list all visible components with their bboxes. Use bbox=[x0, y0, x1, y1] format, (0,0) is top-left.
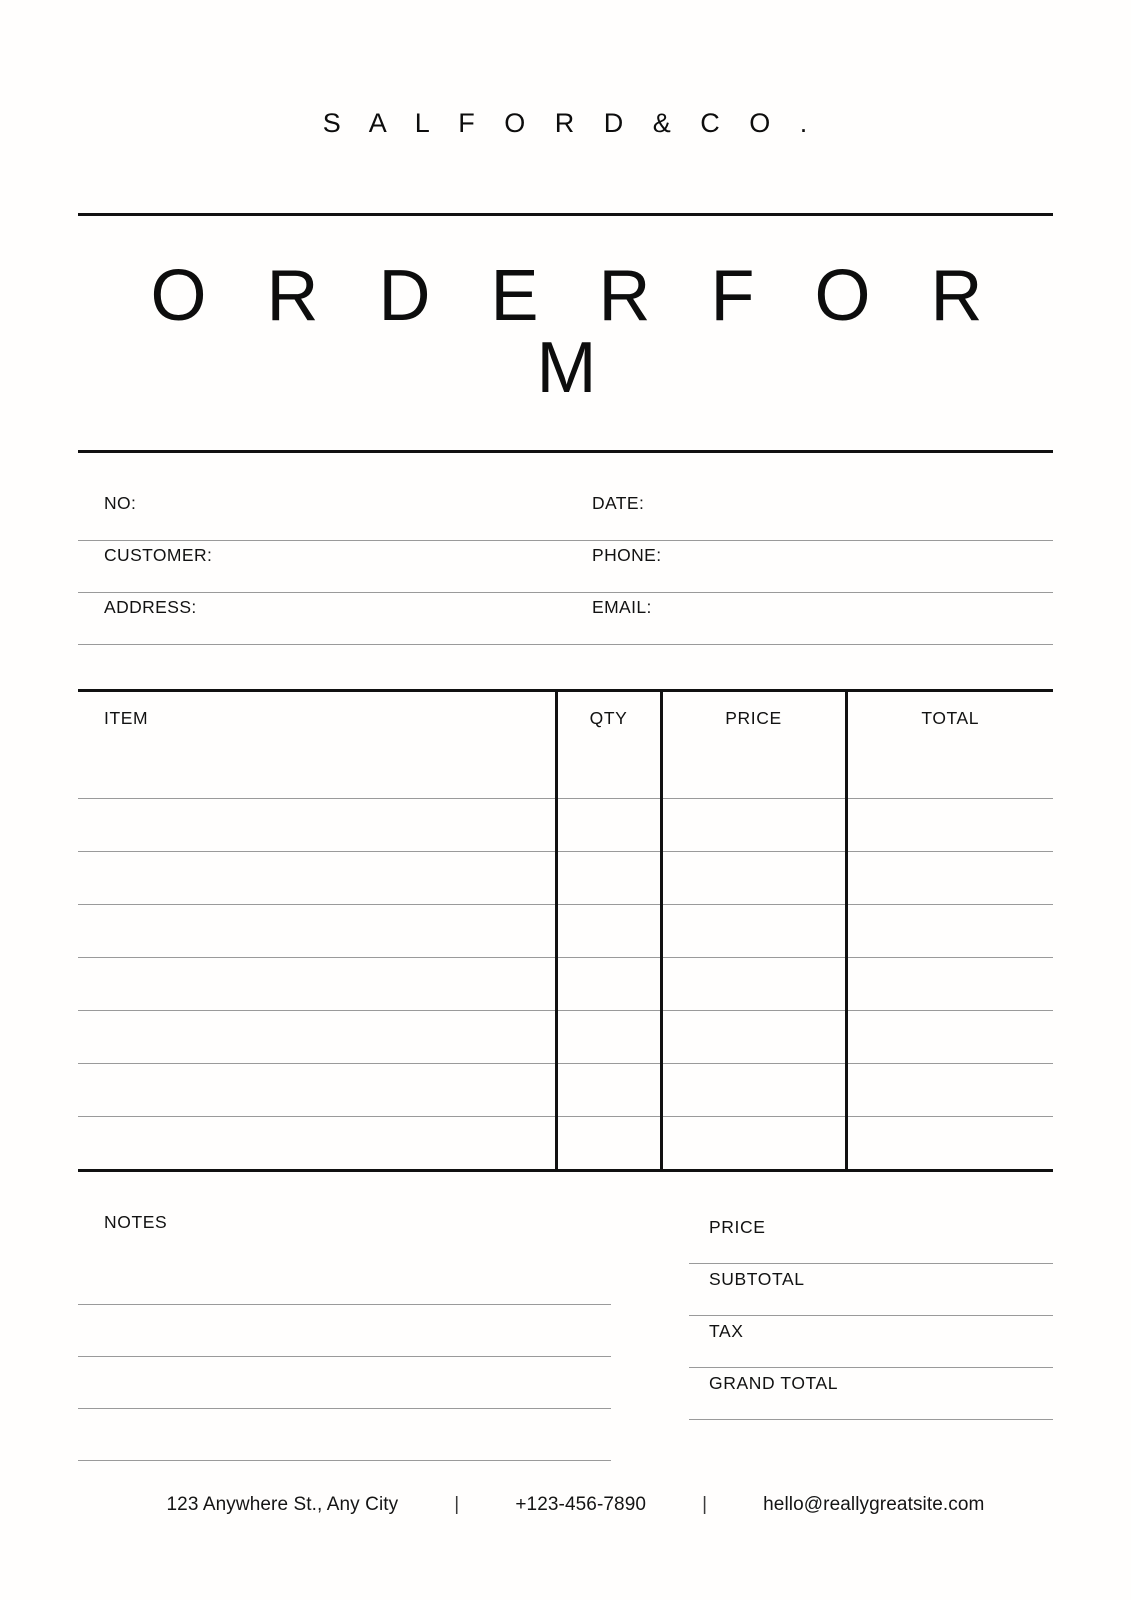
column-header-price: PRICE bbox=[661, 692, 846, 745]
table-header-row bbox=[78, 692, 1053, 745]
cell-price[interactable] bbox=[661, 1116, 846, 1169]
totals-row-price[interactable]: PRICE bbox=[689, 1212, 1053, 1264]
cell-item[interactable] bbox=[78, 1063, 556, 1116]
cell-price[interactable] bbox=[661, 957, 846, 1010]
cell-price[interactable] bbox=[661, 745, 846, 798]
cell-qty[interactable] bbox=[556, 904, 661, 957]
page-title: O R D E R F O R M bbox=[150, 256, 1003, 408]
cell-qty[interactable] bbox=[556, 798, 661, 851]
footer bbox=[78, 1494, 1053, 1516]
meta-row bbox=[78, 489, 1053, 541]
cell-item[interactable] bbox=[78, 851, 556, 904]
table-row bbox=[78, 745, 1053, 798]
table-row bbox=[78, 1010, 1053, 1063]
cell-qty[interactable] bbox=[556, 745, 661, 798]
cell-price[interactable] bbox=[661, 851, 846, 904]
totals-row-tax[interactable]: TAX bbox=[689, 1316, 1053, 1368]
table-row bbox=[78, 1116, 1053, 1169]
cell-item[interactable] bbox=[78, 904, 556, 957]
cell-price[interactable] bbox=[661, 1010, 846, 1063]
table-row bbox=[78, 904, 1053, 957]
column-header-total: TOTAL bbox=[846, 692, 1053, 745]
field-label-address[interactable]: ADDRESS: bbox=[104, 597, 197, 617]
cell-price[interactable] bbox=[661, 1063, 846, 1116]
table-row bbox=[78, 798, 1053, 851]
footer-email: hello@reallygreatsite.com bbox=[763, 1494, 985, 1515]
company-name: S A L F O R D & C O . bbox=[322, 108, 819, 138]
notes-line[interactable] bbox=[78, 1357, 611, 1409]
cell-item[interactable] bbox=[78, 1116, 556, 1169]
meta-row bbox=[78, 593, 1053, 645]
cell-price[interactable] bbox=[661, 904, 846, 957]
cell-qty[interactable] bbox=[556, 851, 661, 904]
cell-item[interactable] bbox=[78, 1010, 556, 1063]
cell-total[interactable] bbox=[846, 798, 1053, 851]
totals-section bbox=[689, 1212, 1053, 1461]
footer-separator: | bbox=[702, 1494, 708, 1515]
cell-qty[interactable] bbox=[556, 1063, 661, 1116]
cell-item[interactable] bbox=[78, 798, 556, 851]
field-label-email[interactable]: EMAIL: bbox=[592, 597, 652, 617]
items-table bbox=[78, 692, 1053, 1169]
totals-row-subtotal[interactable]: SUBTOTAL bbox=[689, 1264, 1053, 1316]
field-label-phone[interactable]: PHONE: bbox=[592, 545, 662, 565]
notes-line[interactable] bbox=[78, 1253, 611, 1305]
column-header-qty: QTY bbox=[556, 692, 661, 745]
table-row bbox=[78, 1063, 1053, 1116]
meta-row bbox=[78, 541, 1053, 593]
column-header-item: ITEM bbox=[104, 708, 149, 728]
cell-price[interactable] bbox=[661, 798, 846, 851]
order-meta-fields bbox=[78, 489, 1053, 645]
footer-phone: +123-456-7890 bbox=[515, 1494, 647, 1515]
field-label-date[interactable]: DATE: bbox=[592, 493, 645, 513]
cell-total[interactable] bbox=[846, 957, 1053, 1010]
cell-item[interactable] bbox=[78, 745, 556, 798]
field-label-no[interactable]: NO: bbox=[104, 493, 137, 513]
cell-total[interactable] bbox=[846, 904, 1053, 957]
cell-item[interactable] bbox=[78, 957, 556, 1010]
cell-total[interactable] bbox=[846, 1116, 1053, 1169]
footer-separator: | bbox=[454, 1494, 460, 1515]
notes-label: NOTES bbox=[104, 1212, 168, 1232]
bottom-section bbox=[78, 1212, 1053, 1461]
items-table-wrapper bbox=[78, 689, 1053, 1172]
field-label-customer[interactable]: CUSTOMER: bbox=[104, 545, 213, 565]
totals-row-grand-total[interactable]: GRAND TOTAL bbox=[689, 1368, 1053, 1420]
cell-total[interactable] bbox=[846, 745, 1053, 798]
title-block bbox=[78, 213, 1053, 453]
cell-total[interactable] bbox=[846, 851, 1053, 904]
cell-qty[interactable] bbox=[556, 1116, 661, 1169]
notes-line[interactable] bbox=[78, 1305, 611, 1357]
notes-line[interactable] bbox=[78, 1409, 611, 1461]
cell-total[interactable] bbox=[846, 1010, 1053, 1063]
footer-address: 123 Anywhere St., Any City bbox=[166, 1494, 399, 1515]
notes-section bbox=[78, 1212, 611, 1461]
cell-qty[interactable] bbox=[556, 957, 661, 1010]
cell-qty[interactable] bbox=[556, 1010, 661, 1063]
table-row bbox=[78, 851, 1053, 904]
cell-total[interactable] bbox=[846, 1063, 1053, 1116]
table-row bbox=[78, 957, 1053, 1010]
